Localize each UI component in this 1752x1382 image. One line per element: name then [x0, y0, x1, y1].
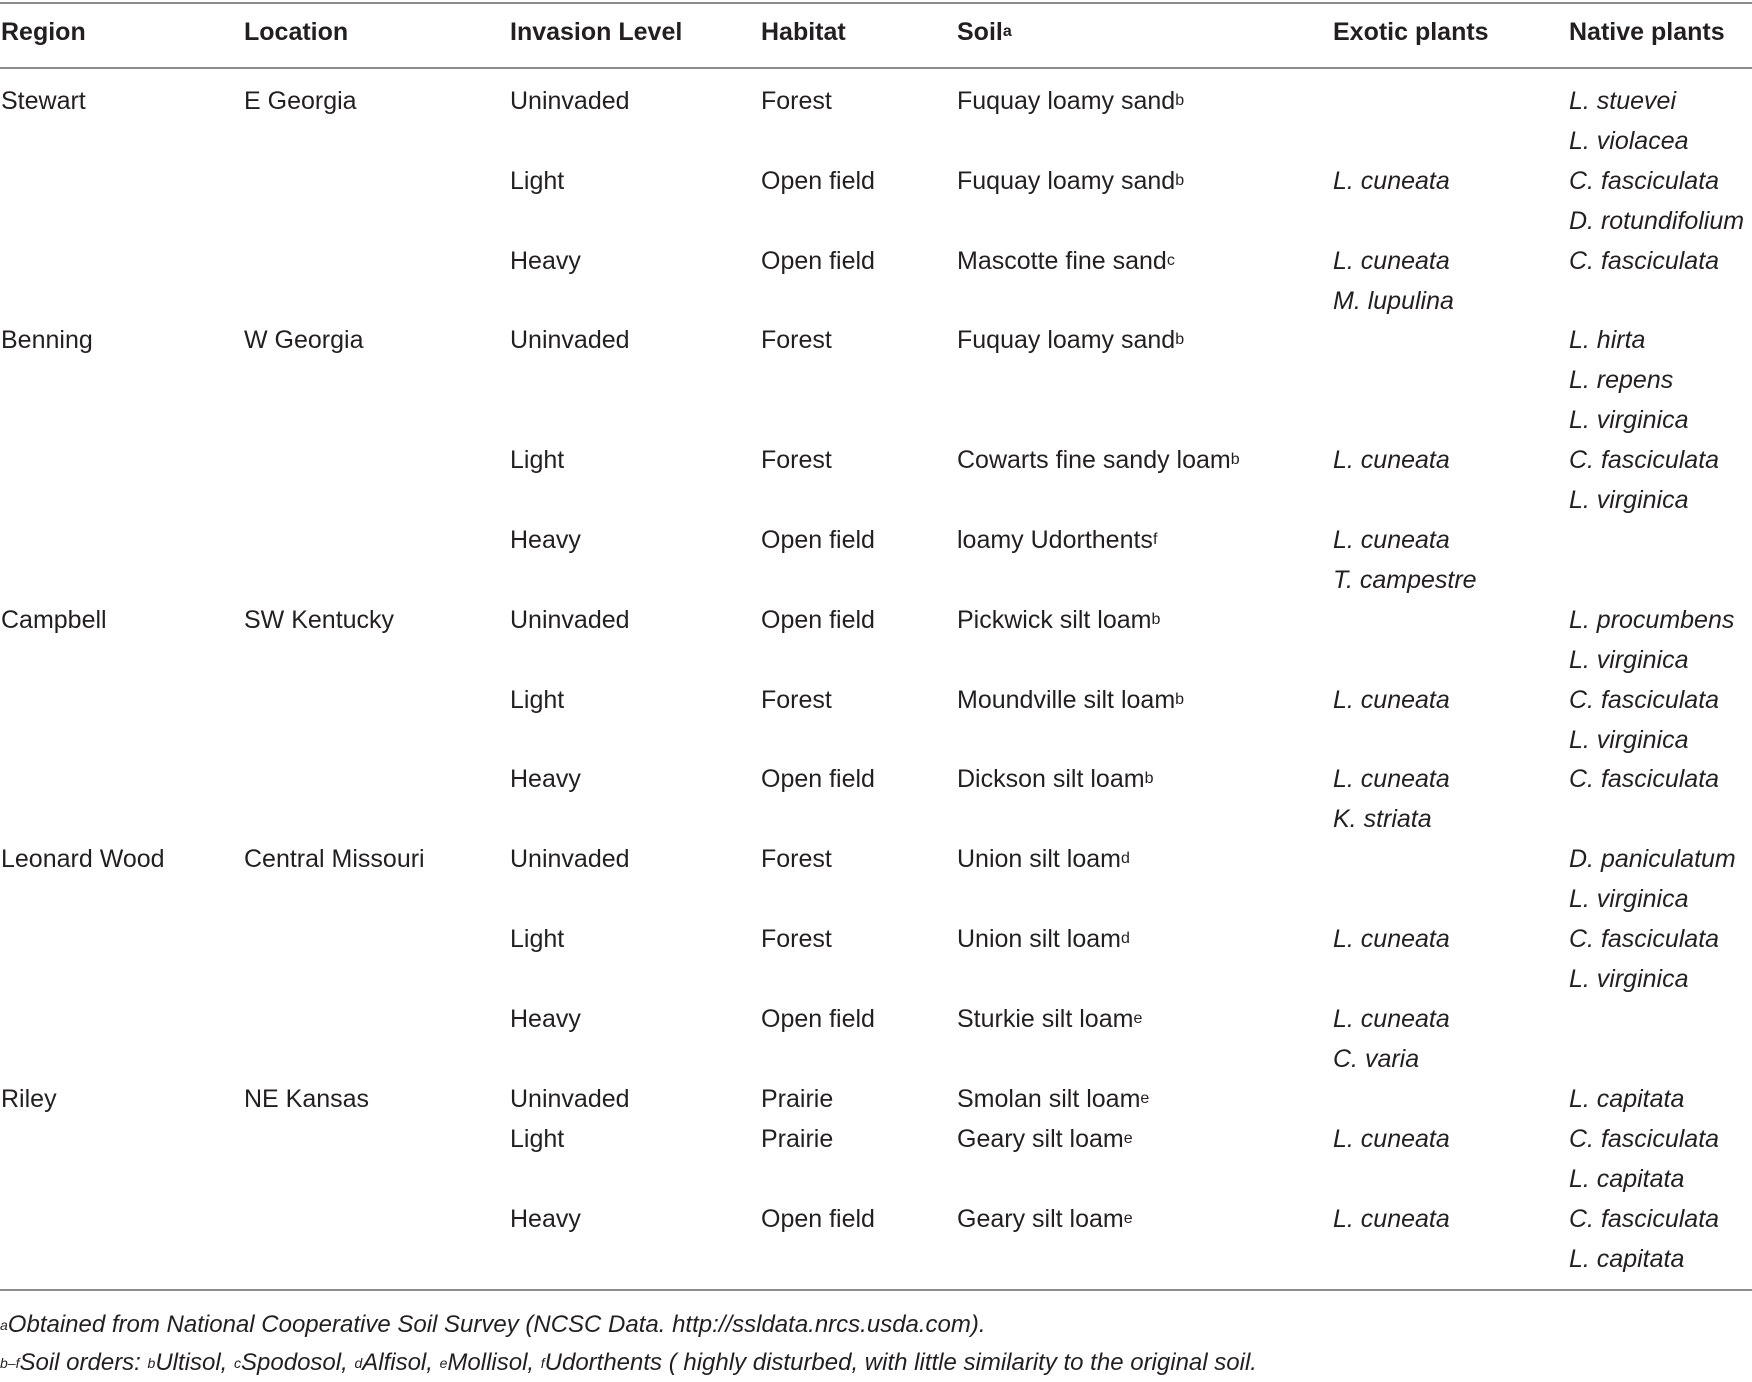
cell-native-plant: C. fasciculata	[1569, 1125, 1720, 1153]
cell-invasion-level: Light	[510, 686, 565, 714]
table-header-rule	[0, 67, 1752, 69]
cell-exotic-plant: L. cuneata	[1333, 1205, 1450, 1233]
cell-soil: Cowarts fine sandy loam$^b$	[957, 446, 1240, 474]
cell-habitat: Forest	[761, 845, 832, 873]
cell-soil: Union silt loam$^d$	[957, 845, 1130, 873]
cell-region: Benning	[1, 326, 93, 354]
cell-native-plant: L. stuevei	[1569, 87, 1677, 115]
cell-location: NE Kansas	[244, 1085, 370, 1113]
cell-habitat: Open field	[761, 1205, 875, 1233]
cell-soil: Pickwick silt loam$^b$	[957, 606, 1161, 634]
cell-exotic-plant: L. cuneata	[1333, 167, 1450, 195]
cell-native-plant: L. virginica	[1569, 965, 1689, 993]
cell-soil: Sturkie silt loam$^e$	[957, 1005, 1143, 1033]
cell-native-plant: C. fasciculata	[1569, 247, 1720, 275]
cell-exotic-plant: L. cuneata	[1333, 247, 1450, 275]
cell-habitat: Open field	[761, 247, 875, 275]
table-top-rule	[0, 2, 1752, 4]
cell-native-plant: D. rotundifolium	[1569, 207, 1745, 235]
cell-native-plant: C. fasciculata	[1569, 686, 1720, 714]
header-native-plants: Native plants	[1569, 18, 1725, 46]
cell-native-plant: L. hirta	[1569, 326, 1646, 354]
cell-soil: Mascotte fine sand$^c$	[957, 247, 1175, 275]
cell-native-plant: L. virginica	[1569, 885, 1689, 913]
cell-habitat: Forest	[761, 446, 832, 474]
cell-native-plant: L. virginica	[1569, 646, 1689, 674]
footnote-soil-orders: $^{b-f}$Soil orders: $^b$Ultisol, $^c$Spodosol, $^d$Alfisol, $^e$Mollisol, $^f$Udorthents ( highly disturbed, with little similarity to the original soil.	[0, 1349, 1257, 1376]
cell-location: SW Kentucky	[244, 606, 395, 634]
cell-native-plant: C. fasciculata	[1569, 446, 1720, 474]
cell-habitat: Open field	[761, 606, 875, 634]
cell-invasion-level: Light	[510, 446, 565, 474]
cell-region: Stewart	[1, 87, 86, 115]
cell-habitat: Forest	[761, 925, 832, 953]
cell-invasion-level: Uninvaded	[510, 1085, 630, 1113]
cell-soil: Fuquay loamy sand$^b$	[957, 87, 1185, 115]
cell-invasion-level: Light	[510, 1125, 565, 1153]
cell-habitat: Prairie	[761, 1085, 834, 1113]
cell-soil: Geary silt loam$^e$	[957, 1125, 1133, 1153]
cell-region: Campbell	[1, 606, 107, 634]
cell-invasion-level: Heavy	[510, 247, 581, 275]
cell-native-plant: L. procumbens	[1569, 606, 1735, 634]
cell-soil: Fuquay loamy sand$^b$	[957, 167, 1185, 195]
cell-habitat: Forest	[761, 87, 832, 115]
cell-exotic-plant: L. cuneata	[1333, 1125, 1450, 1153]
cell-habitat: Open field	[761, 526, 875, 554]
cell-native-plant: L. capitata	[1569, 1165, 1685, 1193]
cell-invasion-level: Light	[510, 167, 565, 195]
cell-native-plant: L. virginica	[1569, 726, 1689, 754]
cell-soil: Geary silt loam$^e$	[957, 1205, 1133, 1233]
footnote-a: $^a$Obtained from National Cooperative Soil Survey (NCSC Data. http://ssldata.nrcs.usda.com).	[0, 1311, 986, 1338]
header-region: Region	[1, 18, 86, 46]
cell-soil: loamy Udorthents$^f$	[957, 526, 1158, 554]
cell-soil: Moundville silt loam$^b$	[957, 686, 1185, 714]
cell-invasion-level: Uninvaded	[510, 606, 630, 634]
cell-native-plant: C. fasciculata	[1569, 1205, 1720, 1233]
cell-soil: Union silt loam$^d$	[957, 925, 1130, 953]
cell-region: Leonard Wood	[1, 845, 165, 873]
cell-invasion-level: Uninvaded	[510, 326, 630, 354]
cell-habitat: Open field	[761, 765, 875, 793]
cell-habitat: Forest	[761, 686, 832, 714]
cell-soil: Smolan silt loam$^e$	[957, 1085, 1150, 1113]
cell-exotic-plant: L. cuneata	[1333, 686, 1450, 714]
cell-exotic-plant: C. varia	[1333, 1045, 1420, 1073]
cell-invasion-level: Heavy	[510, 1205, 581, 1233]
table-bottom-rule	[0, 1289, 1752, 1291]
cell-location: Central Missouri	[244, 845, 425, 873]
cell-exotic-plant: L. cuneata	[1333, 1005, 1450, 1033]
cell-soil: Fuquay loamy sand$^b$	[957, 326, 1185, 354]
header-habitat: Habitat	[761, 18, 846, 46]
cell-native-plant: C. fasciculata	[1569, 167, 1720, 195]
cell-exotic-plant: M. lupulina	[1333, 287, 1454, 315]
cell-native-plant: L. capitata	[1569, 1245, 1685, 1273]
cell-region: Riley	[1, 1085, 57, 1113]
header-invasion-level: Invasion Level	[510, 18, 683, 46]
cell-exotic-plant: L. cuneata	[1333, 765, 1450, 793]
header-soil: Soil$^a$	[957, 18, 1012, 46]
cell-native-plant: C. fasciculata	[1569, 925, 1720, 953]
cell-invasion-level: Uninvaded	[510, 845, 630, 873]
cell-invasion-level: Heavy	[510, 1005, 581, 1033]
cell-invasion-level: Heavy	[510, 526, 581, 554]
cell-soil: Dickson silt loam$^b$	[957, 765, 1154, 793]
cell-native-plant: L. virginica	[1569, 486, 1689, 514]
cell-exotic-plant: L. cuneata	[1333, 526, 1450, 554]
cell-habitat: Open field	[761, 167, 875, 195]
cell-invasion-level: Uninvaded	[510, 87, 630, 115]
cell-invasion-level: Light	[510, 925, 565, 953]
header-location: Location	[244, 18, 349, 46]
cell-native-plant: L. virginica	[1569, 406, 1689, 434]
cell-invasion-level: Heavy	[510, 765, 581, 793]
cell-native-plant: L. capitata	[1569, 1085, 1685, 1113]
cell-exotic-plant: T. campestre	[1333, 566, 1477, 594]
cell-habitat: Open field	[761, 1005, 875, 1033]
header-exotic-plants: Exotic plants	[1333, 18, 1489, 46]
cell-exotic-plant: L. cuneata	[1333, 446, 1450, 474]
cell-location: E Georgia	[244, 87, 357, 115]
cell-native-plant: L. repens	[1569, 366, 1674, 394]
cell-exotic-plant: K. striata	[1333, 805, 1432, 833]
cell-native-plant: D. paniculatum	[1569, 845, 1736, 873]
cell-native-plant: L. violacea	[1569, 127, 1689, 155]
cell-location: W Georgia	[244, 326, 364, 354]
cell-native-plant: C. fasciculata	[1569, 765, 1720, 793]
cell-exotic-plant: L. cuneata	[1333, 925, 1450, 953]
cell-habitat: Forest	[761, 326, 832, 354]
cell-habitat: Prairie	[761, 1125, 834, 1153]
table-footnotes	[0, 1306, 1752, 1382]
